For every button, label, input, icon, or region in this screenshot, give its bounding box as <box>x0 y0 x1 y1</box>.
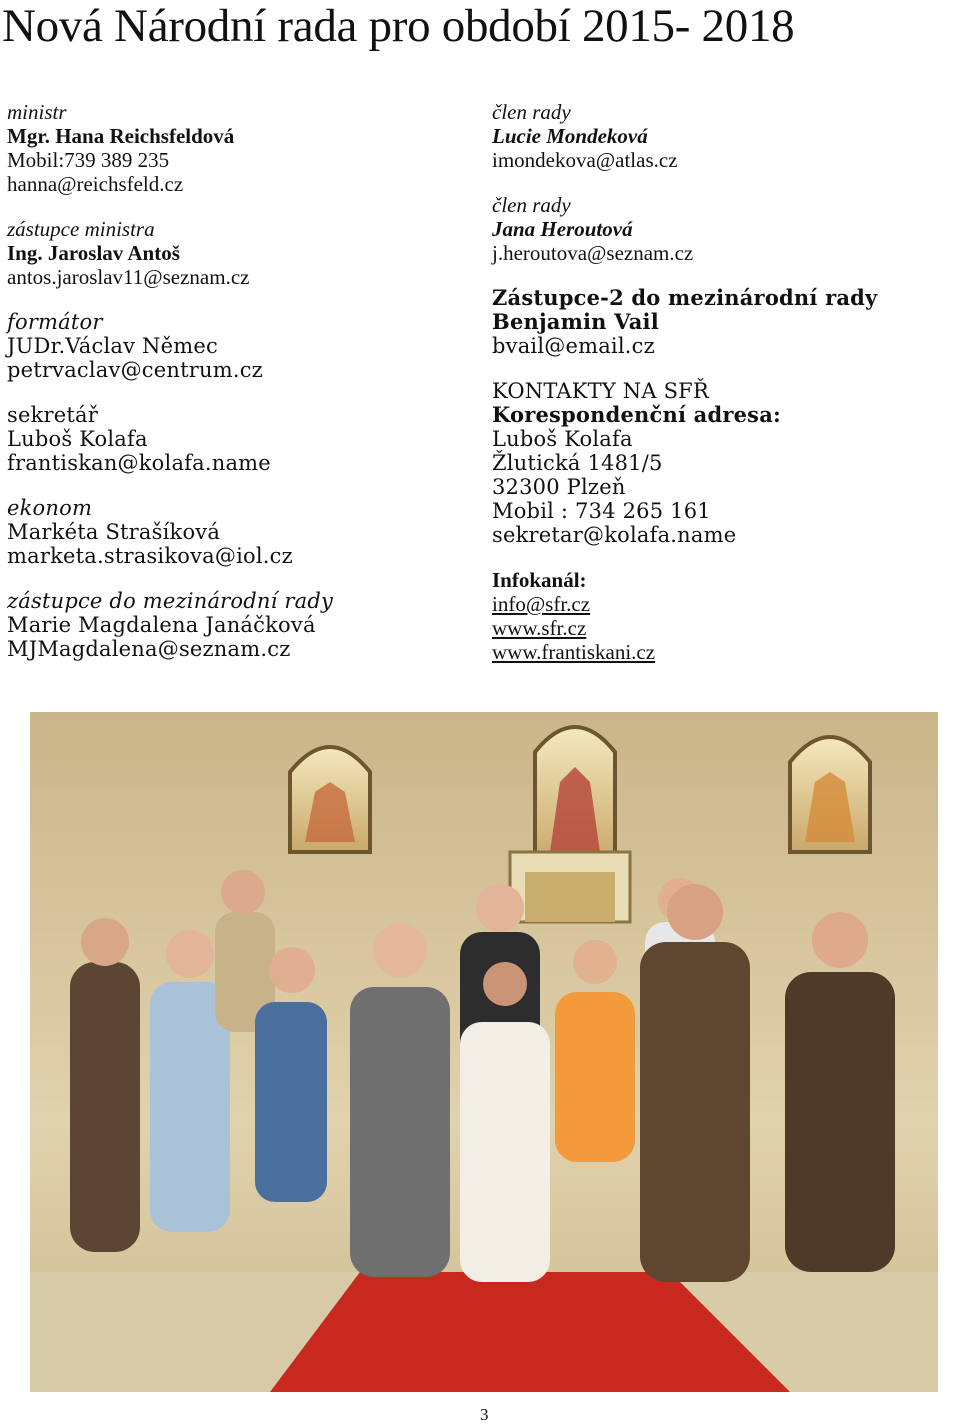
page-title: Nová Národní rada pro období 2015- 2018 <box>2 0 795 52</box>
email-text: marketa.strasikova@iol.cz <box>7 544 293 568</box>
role-label: sekretář <box>7 403 98 427</box>
contact-entry-member-1 <box>492 100 952 172</box>
person-name: Benjamin Vail <box>492 309 659 334</box>
contact-entry-international-rep <box>7 589 467 661</box>
email-text: hanna@reichsfeld.cz <box>7 172 184 196</box>
person-name: Jana Heroutová <box>492 217 633 241</box>
email-text: petrvaclav@centrum.cz <box>7 358 263 382</box>
page-number: 3 <box>480 1405 489 1424</box>
role-label: zástupce do mezinárodní rady <box>7 589 334 613</box>
contact-entry-formator <box>7 310 467 382</box>
role-label: ekonom <box>7 496 93 520</box>
right-contact-column <box>492 100 952 685</box>
role-label: zástupce ministra <box>7 217 155 241</box>
address-label: Korespondenční adresa: <box>492 402 781 427</box>
role-label: ministr <box>7 100 67 124</box>
contact-entry-member-2 <box>492 193 952 265</box>
contact-entry-secretary <box>7 403 467 475</box>
email-text: MJMagdalena@seznam.cz <box>7 637 291 661</box>
contact-email: sekretar@kolafa.name <box>492 523 737 547</box>
person-name: Marie Magdalena Janáčková <box>7 613 316 637</box>
contact-entry-deputy-minister <box>7 217 467 289</box>
phone-number: Mobil:739 389 235 <box>7 148 170 172</box>
role-label: formátor <box>7 310 103 334</box>
contact-entry-international-rep-2 <box>492 286 952 358</box>
address-city: 32300 Plzeň <box>492 475 626 499</box>
person-name: Mgr. Hana Reichsfeldová <box>7 124 235 148</box>
contacts-heading: KONTAKTY NA SFŘ <box>492 379 709 403</box>
role-label: člen rady <box>492 100 571 124</box>
person-name: Lucie Mondeková <box>492 124 648 148</box>
infokanal-label: Infokanál: <box>492 568 587 592</box>
contacts-block <box>492 379 952 547</box>
email-text: imondekova@atlas.cz <box>492 148 678 172</box>
address-street: Žlutická 1481/5 <box>492 451 663 475</box>
person-name: Ing. Jaroslav Antoš <box>7 241 180 265</box>
role-label: Zástupce-2 do mezinárodní rady <box>492 285 878 310</box>
address-name: Luboš Kolafa <box>492 427 633 451</box>
email-text: antos.jaroslav11@seznam.cz <box>7 265 250 289</box>
person-name: JUDr.Václav Němec <box>7 334 218 358</box>
email-text: j.heroutova@seznam.cz <box>492 241 694 265</box>
infokanal-website-link-2[interactable]: www.frantiskani.cz <box>492 640 656 664</box>
contact-entry-treasurer <box>7 496 467 568</box>
person-name: Markéta Strašíková <box>7 520 221 544</box>
role-label: člen rady <box>492 193 571 217</box>
infokanal-block <box>492 568 952 664</box>
contact-entry-minister <box>7 100 467 196</box>
infokanal-website-link[interactable]: www.sfr.cz <box>492 616 587 640</box>
person-name: Luboš Kolafa <box>7 427 148 451</box>
infokanal-email-link[interactable]: info@sfr.cz <box>492 592 591 616</box>
group-photo <box>30 712 938 1392</box>
left-contact-column <box>7 100 467 682</box>
contact-mobile: Mobil : 734 265 161 <box>492 499 711 523</box>
email-text: bvail@email.cz <box>492 334 655 358</box>
email-text: frantiskan@kolafa.name <box>7 451 271 475</box>
